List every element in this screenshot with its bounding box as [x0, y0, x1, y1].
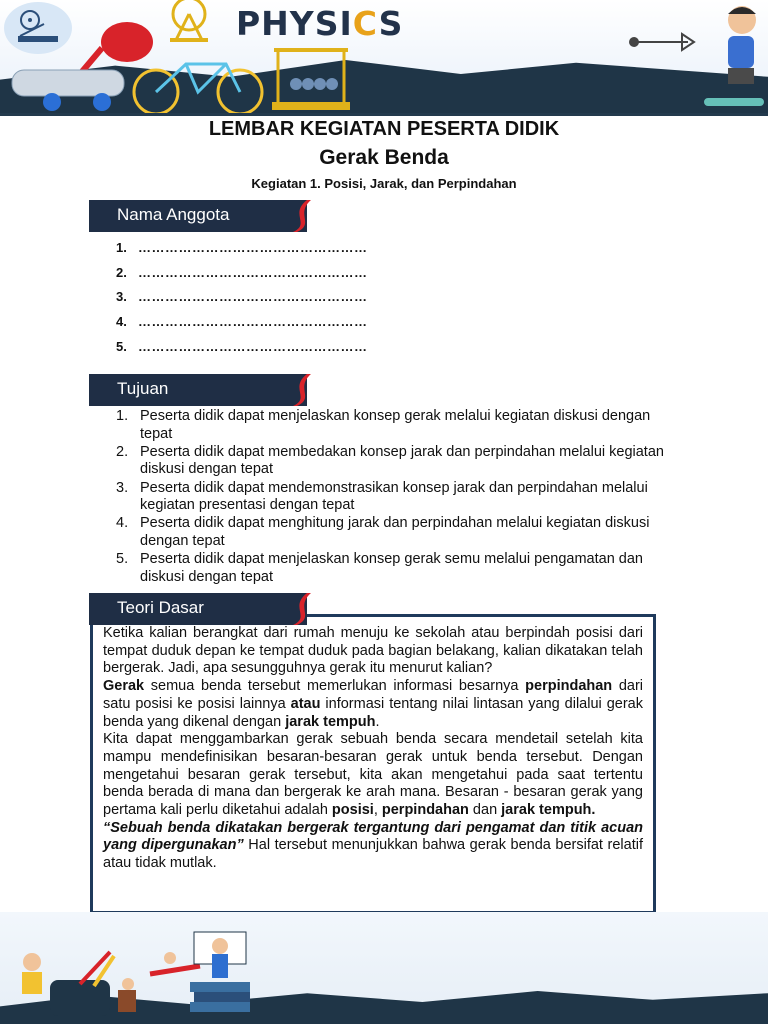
member-list	[116, 240, 368, 363]
section-banner-members	[89, 200, 307, 232]
header-divider	[0, 113, 768, 116]
section-label: Teori Dasar	[117, 598, 204, 617]
teacher-books-icon	[188, 916, 258, 1024]
swoosh-icon	[289, 593, 311, 625]
name-blank[interactable]: ……………………………………………	[138, 338, 368, 354]
name-blank[interactable]: ……………………………………………	[138, 314, 368, 330]
brand-title: PHYSICS	[236, 4, 404, 43]
ferris-wheel-icon	[156, 0, 222, 44]
bicycle-icon	[126, 50, 272, 116]
name-blank[interactable]: ……………………………………………	[138, 240, 368, 255]
theory-paragraph: Kita dapat menggambarkan gerak sebuah benda secara mendetail setelah kita mampu mendefinisikan besaran-besaran gerak untuk benda tersebut. Dengan mengetahui besaran gerak tersebut, kita akan mengetahui pada saat tertentu benda berada di mana dan bergerak ke arah mana. Besaran - besaran gerak yang pertama kali perlu diketahui adalah posisi, perpindahan dan jarak tempuh.	[103, 731, 643, 819]
list-item: 3. ……………………………………………	[116, 289, 368, 314]
name-blank[interactable]: ……………………………………………	[138, 289, 368, 305]
list-item: 4. Peserta didik dapat menghitung jarak dan perpindahan melalui kegiatan diskusi dengan tepat	[116, 515, 650, 549]
section-banner-goals	[89, 374, 307, 406]
theory-paragraph: Ketika kalian berangkat dari rumah menuju ke sekolah atau berpindah posisi dari tempat duduk depan ke tempat duduk pada bagian belakang, kalian dikatakan telah bergerak. Jadi, apa sesungguhnya gerak itu menurut kalian?	[103, 625, 643, 677]
swoosh-icon	[289, 374, 311, 406]
theory-paragraph: Gerak semua benda tersebut memerlukan informasi besarnya perpindahan dari satu posisi ke posisi lainnya atau informasi tentang nilai lintasan yang dilalui gerak benda yang dikenal dengan jarak tempuh.	[103, 678, 643, 730]
header-banner	[0, 0, 768, 116]
swoosh-icon	[289, 200, 311, 232]
footer-banner	[0, 912, 768, 1024]
list-item: 1. Peserta didik dapat menjelaskan konsep gerak melalui kegiatan diskusi dengan tepat	[116, 408, 651, 442]
list-item: 3. Peserta didik dapat mendemonstrasikan konsep jarak dan perpindahan melalui kegiatan presentasi dengan tepat	[116, 479, 648, 514]
list-item: 2. Peserta didik dapat membedakan konsep jarak dan perpindahan melalui kegiatan diskusi dengan tepat	[116, 443, 664, 478]
page-title: LEMBAR KEGIATAN PESERTA DIDIK	[208, 118, 560, 140]
newtons-cradle-icon	[270, 44, 352, 114]
list-item: 1. ……………………………………………	[116, 240, 368, 265]
page-subtitle: Gerak Benda	[319, 146, 449, 169]
name-blank[interactable]: ……………………………………………	[138, 264, 368, 280]
theory-box	[90, 614, 656, 914]
list-item: 4. ……………………………………………	[116, 314, 368, 339]
section-banner-theory	[89, 593, 307, 625]
list-item: 2. ……………………………………………	[116, 265, 368, 290]
section-label: Tujuan	[117, 379, 169, 398]
list-item: 5. Peserta didik dapat menjelaskan konsep gerak semu melalui pengamatan dan diskusi dengan tepat	[116, 551, 643, 585]
list-item: 5. ……………………………………………	[116, 339, 368, 364]
hammer-throw-boy-icon	[624, 0, 768, 112]
goal-list	[116, 408, 676, 587]
theory-paragraph: “Sebuah benda dikatakan bergerak tergantung dari pengamat dan titik acuan yang dipergunakan” Hal tersebut menunjukkan bahwa gerak benda bersifat relatif atau tidak mutlak.	[103, 819, 643, 872]
activity-title: Kegiatan 1. Posisi, Jarak, dan Perpindahan	[251, 176, 517, 191]
section-label: Nama Anggota	[117, 205, 230, 224]
